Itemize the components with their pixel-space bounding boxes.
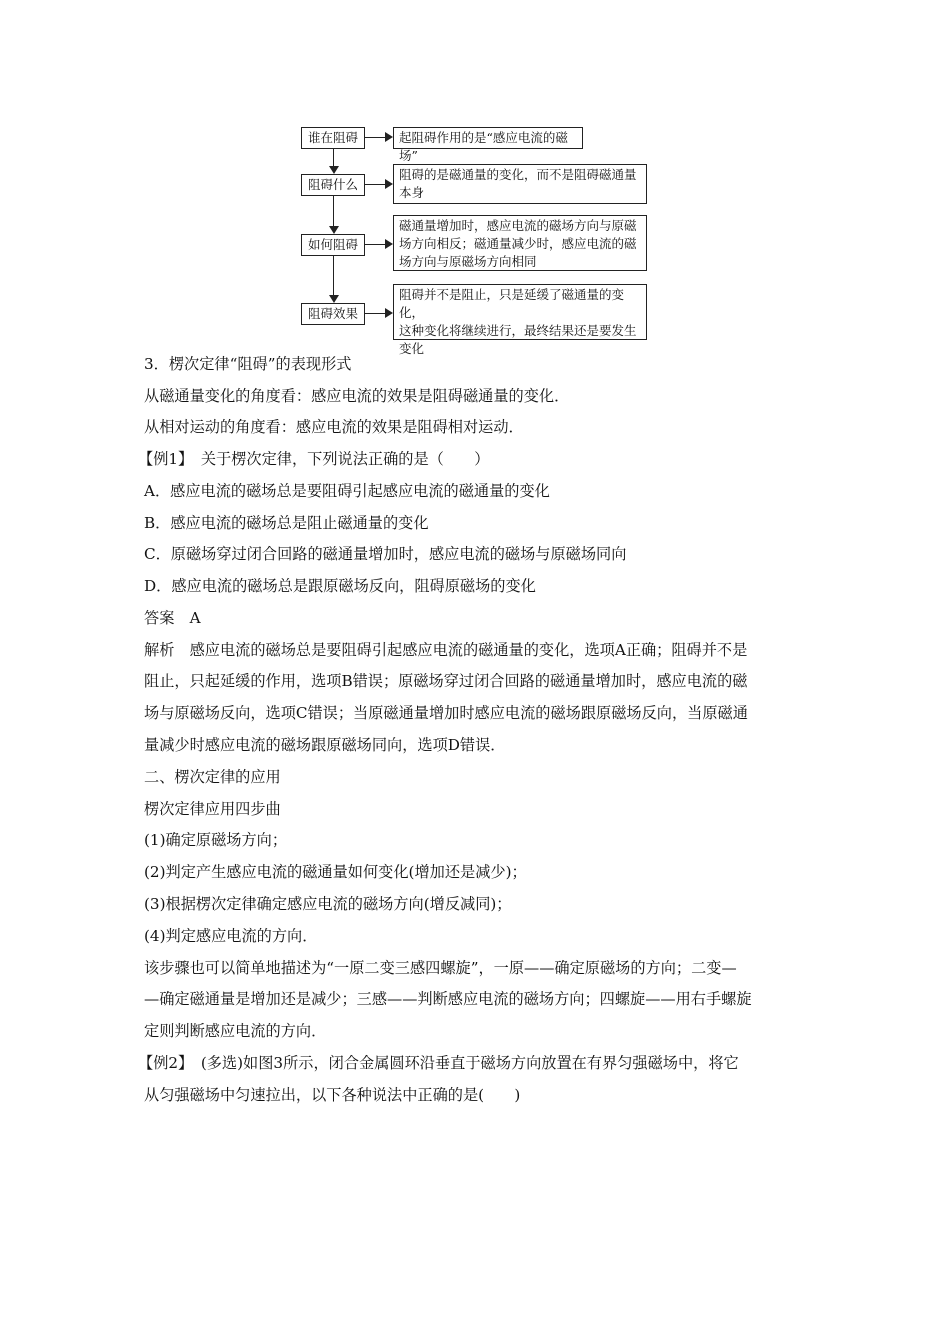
step-item: (3)根据楞次定律确定感应电流的磁场方向(增反减同)；	[144, 895, 512, 913]
arrow-down-icon	[329, 226, 339, 234]
diagram-connector	[333, 256, 334, 295]
text-line: —确定磁通量是增加还是减少；三感——判断感应电流的磁场方向；四螺旋——用右手螺旋	[144, 990, 752, 1008]
diagram-right-box-1	[393, 127, 583, 163]
arrow-down-icon	[329, 295, 339, 303]
diagram-right-text: 磁通量增加时，感应电流的磁场方向与原磁	[399, 218, 637, 233]
option-b: B．感应电流的磁场总是阻止磁通量的变化	[144, 514, 429, 532]
text-line: 从相对运动的角度看：感应电流的效果是阻碍相对运动．	[144, 418, 524, 436]
answer: 答案 A	[144, 609, 201, 627]
example-2-question: 【例2】 (多选)如图3所示，闭合金属圆环沿垂直于磁场方向放置在有界匀强磁场中，将它	[138, 1054, 739, 1072]
explanation-line: 场与原磁场反向，选项C错误；当原磁通量增加时感应电流的磁场跟原磁场反向，当原磁通	[144, 704, 748, 722]
text-line: 从磁通量变化的角度看：感应电流的效果是阻碍磁通量的变化．	[144, 387, 570, 405]
text-line: 楞次定律应用四步曲	[144, 800, 281, 818]
example-1-question: 【例1】 关于楞次定律，下列说法正确的是（ ）	[138, 450, 490, 468]
diagram-connector	[333, 149, 334, 166]
option-d: D．感应电流的磁场总是跟原磁场反向，阻碍原磁场的变化	[144, 577, 536, 595]
text-line: 定则判断感应电流的方向．	[144, 1022, 327, 1040]
diagram-right-text: 变化	[399, 341, 425, 356]
diagram-left-label: 如何阻碍	[307, 237, 358, 252]
diagram-right-text: 阻碍并不是阻止，只是延缓了磁通量的变化，	[399, 287, 625, 320]
diagram-left-box-2	[301, 174, 365, 196]
arrow-right-icon	[385, 308, 393, 318]
diagram-right-box-4	[393, 284, 647, 356]
diagram-right-text: 阻碍的是磁通量的变化，而不是阻碍磁通量	[399, 167, 637, 182]
diagram-left-label: 谁在阻碍	[307, 130, 358, 145]
diagram-right-box-2	[393, 164, 647, 204]
arrow-right-icon	[385, 179, 393, 189]
arrow-down-icon	[329, 166, 339, 174]
diagram-left-box-3	[301, 234, 365, 256]
diagram-right-text: 本身	[399, 185, 425, 200]
diagram-right-text: 这种变化将继续进行，最终结果还是要发生	[399, 323, 637, 338]
diagram-connector	[365, 244, 385, 245]
step-item: (2)判定产生感应电流的磁通量如何变化(增加还是减少)；	[144, 863, 527, 881]
diagram-connector	[333, 196, 334, 226]
step-item: (1)确定原磁场方向；	[144, 831, 288, 849]
diagram-right-text: 场方向相反；磁通量减少时，感应电流的磁	[399, 236, 637, 251]
arrow-right-icon	[385, 239, 393, 249]
diagram-connector	[365, 184, 385, 185]
step-item: (4)判定感应电流的方向．	[144, 927, 318, 945]
diagram-left-box-4	[301, 303, 365, 325]
diagram-left-label: 阻碍什么	[307, 177, 358, 192]
explanation-line: 解析 感应电流的磁场总是要阻碍引起感应电流的磁通量的变化，选项A正确；阻碍并不是	[144, 641, 748, 659]
text-line: 该步骤也可以简单地描述为“一原二变三感四螺旋”，一原——确定原磁场的方向；二变—	[144, 959, 737, 977]
explanation-line: 量减少时感应电流的磁场跟原磁场同向，选项D错误．	[144, 736, 506, 754]
diagram-right-text: 场方向与原磁场方向相同	[399, 254, 537, 269]
diagram-left-label: 阻碍效果	[307, 306, 358, 321]
diagram-right-text: 起阻碍作用的是“感应电流的磁场”	[399, 130, 568, 163]
diagram-right-box-3	[393, 215, 647, 271]
diagram-connector	[365, 137, 385, 138]
arrow-right-icon	[385, 132, 393, 142]
section-heading: 二、楞次定律的应用	[144, 768, 281, 786]
lenz-law-diagram	[0, 0, 950, 356]
example-2-question: 从匀强磁场中匀速拉出，以下各种说法中正确的是( )	[144, 1086, 521, 1104]
explanation-line: 阻止，只起延缓的作用，选项B错误；原磁场穿过闭合回路的磁通量增加时，感应电流的磁	[144, 672, 748, 690]
option-c: C．原磁场穿过闭合回路的磁通量增加时，感应电流的磁场与原磁场同向	[144, 545, 627, 563]
option-a: A．感应电流的磁场总是要阻碍引起感应电流的磁通量的变化	[144, 482, 550, 500]
section-heading: 3．楞次定律“阻碍”的表现形式	[144, 355, 352, 373]
diagram-connector	[365, 313, 385, 314]
diagram-left-box-1	[301, 127, 365, 149]
